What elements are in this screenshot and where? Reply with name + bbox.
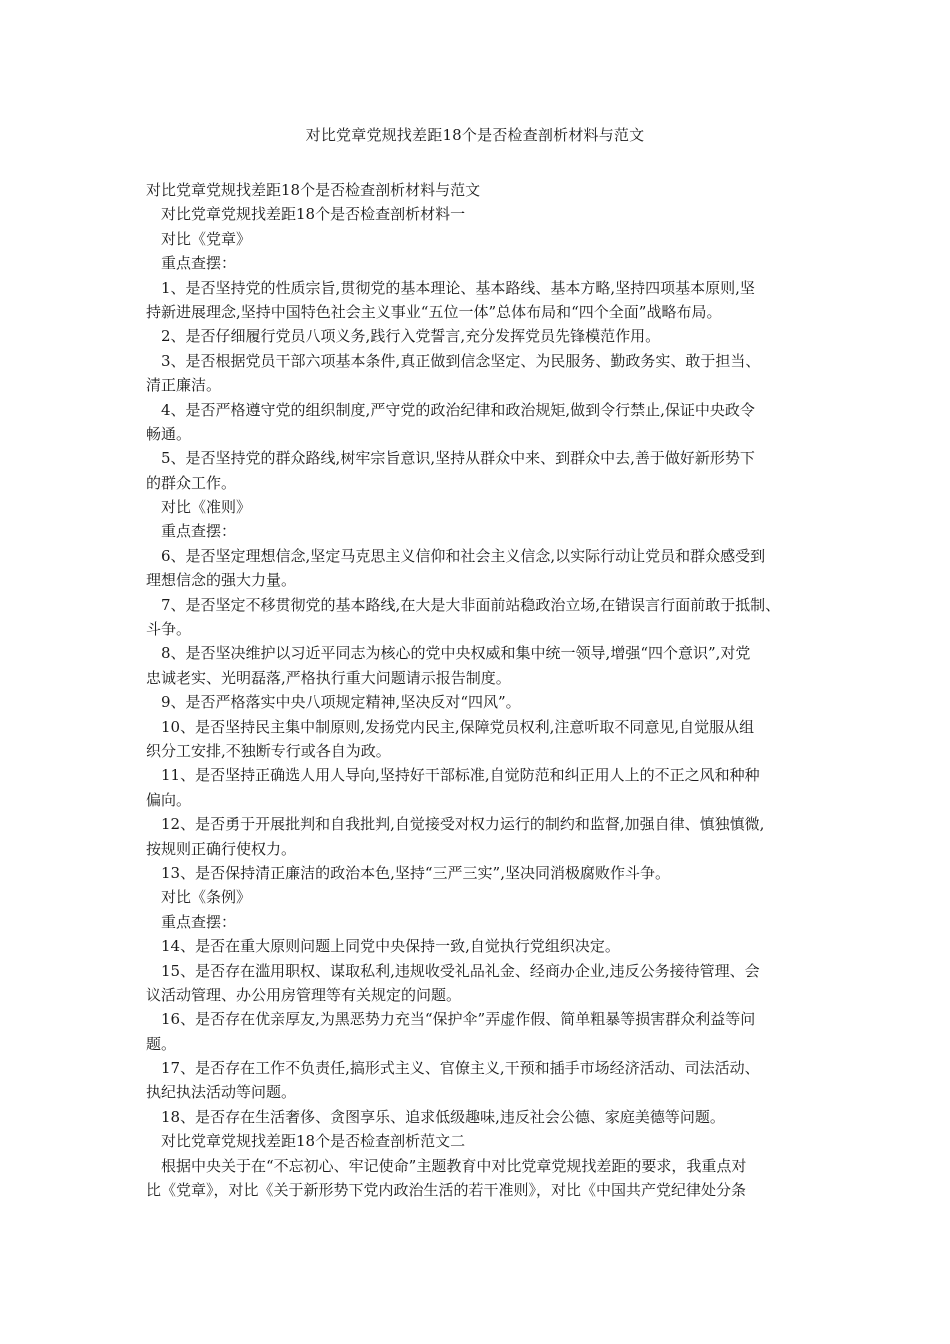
text-line: 12、是否勇于开展批判和自我批判,自觉接受对权力运行的制约和监督,加强自律、慎独慎微, — [161, 815, 765, 834]
text-line: 根据中央关于在“不忘初心、牢记使命”主题教育中对比党章党规找差距的要求，我重点对 — [161, 1156, 747, 1175]
text-line: 忠诚老实、光明磊落,严格执行重大问题请示报告制度。 — [146, 668, 511, 687]
text-line: 10、是否坚持民主集中制原则,发扬党内民主,保障党员权利,注意听取不同意见,自觉服从组 — [161, 717, 755, 736]
text-line: 15、是否存在滥用职权、谋取私利,违规收受礼品礼金、经商办企业,违反公务接待管理、会 — [161, 961, 760, 980]
text-line: 清正廉洁。 — [146, 376, 222, 395]
text-line: 14、是否在重大原则问题上同党中央保持一致,自觉执行党组织决定。 — [161, 937, 620, 956]
text-line: 按规则正确行使权力。 — [146, 839, 297, 858]
text-line: 9、是否严格落实中央八项规定精神,坚决反对“四风”。 — [161, 693, 521, 712]
text-line: 执纪执法活动等问题。 — [146, 1083, 297, 1102]
text-line: 对比《条例》 — [161, 888, 252, 907]
text-line: 对比党章党规找差距18个是否检查剖析材料一 — [161, 205, 466, 224]
text-line: 3、是否根据党员干部六项基本条件,真正做到信念坚定、为民服务、勤政务实、敢于担当、 — [161, 351, 761, 370]
text-line: 对比党章党规找差距18个是否检查剖析材料与范文 — [146, 181, 481, 199]
text-line: 5、是否坚持党的群众路线,树牢宗旨意识,坚持从群众中来、到群众中去,善于做好新形势下 — [161, 449, 755, 468]
text-line: 对比《准则》 — [161, 498, 252, 517]
text-line: 11、是否坚持正确选人用人导向,坚持好干部标准,自觉防范和纠正用人上的不正之风和种种 — [161, 766, 760, 785]
text-line: 对比《党章》 — [161, 229, 252, 248]
text-line: 1、是否坚持党的性质宗旨,贯彻党的基本理论、基本路线、基本方略,坚持四项基本原则,坚 — [161, 278, 755, 297]
document-title: 对比党章党规找差距18个是否检查剖析材料与范文 — [305, 126, 645, 144]
text-line: 16、是否存在优亲厚友,为黑恶势力充当“保护伞”弄虚作假、简单粗暴等损害群众利益等问 — [161, 1010, 756, 1029]
text-line: 偏向。 — [146, 790, 192, 809]
text-line: 重点查摆： — [161, 912, 237, 931]
text-line: 议活动管理、办公用房管理等有关规定的问题。 — [146, 985, 462, 1004]
text-line: 的群众工作。 — [146, 473, 237, 492]
text-line: 斗争。 — [146, 620, 192, 639]
text-line: 17、是否存在工作不负责任,搞形式主义、官僚主义,干预和插手市场经济活动、司法活动、 — [161, 1059, 760, 1078]
text-line: 7、是否坚定不移贯彻党的基本路线,在大是大非面前站稳政治立场,在错误言行面前敢于抵制、 — [161, 595, 781, 614]
text-line: 4、是否严格遵守党的组织制度,严守党的政治纪律和政治规矩,做到令行禁止,保证中央政令 — [161, 400, 755, 419]
text-line: 13、是否保持清正廉洁的政治本色,坚持“三严三实”,坚决同消极腐败作斗争。 — [161, 863, 670, 882]
document-body — [146, 178, 816, 1202]
text-line: 比《党章》，对比《关于新形势下党内政治生活的若干准则》，对比《中国共产党纪律处分条 — [146, 1181, 747, 1200]
text-line: 2、是否仔细履行党员八项义务,践行入党誓言,充分发挥党员先锋模范作用。 — [161, 327, 661, 346]
text-line: 题。 — [146, 1034, 177, 1053]
text-line: 理想信念的强大力量。 — [146, 571, 297, 590]
text-line: 持新进展理念,坚持中国特色社会主义事业“五位一体”总体布局和“四个全面”战略布局。 — [146, 302, 722, 321]
text-line: 18、是否存在生活奢侈、贪图享乐、追求低级趣味,违反社会公德、家庭美德等问题。 — [161, 1107, 725, 1126]
text-line: 重点查摆： — [161, 522, 237, 541]
text-line: 畅通。 — [146, 424, 192, 443]
text-line: 织分工安排,不独断专行或各自为政。 — [146, 741, 391, 760]
text-line: 8、是否坚决维护以习近平同志为核心的党中央权威和集中统一领导,增强“四个意识”,对党 — [161, 644, 751, 663]
text-line: 重点查摆： — [161, 254, 237, 273]
text-line: 对比党章党规找差距18个是否检查剖析范文二 — [161, 1132, 466, 1151]
text-line: 6、是否坚定理想信念,坚定马克思主义信仰和社会主义信念,以实际行动让党员和群众感受到 — [161, 546, 766, 565]
